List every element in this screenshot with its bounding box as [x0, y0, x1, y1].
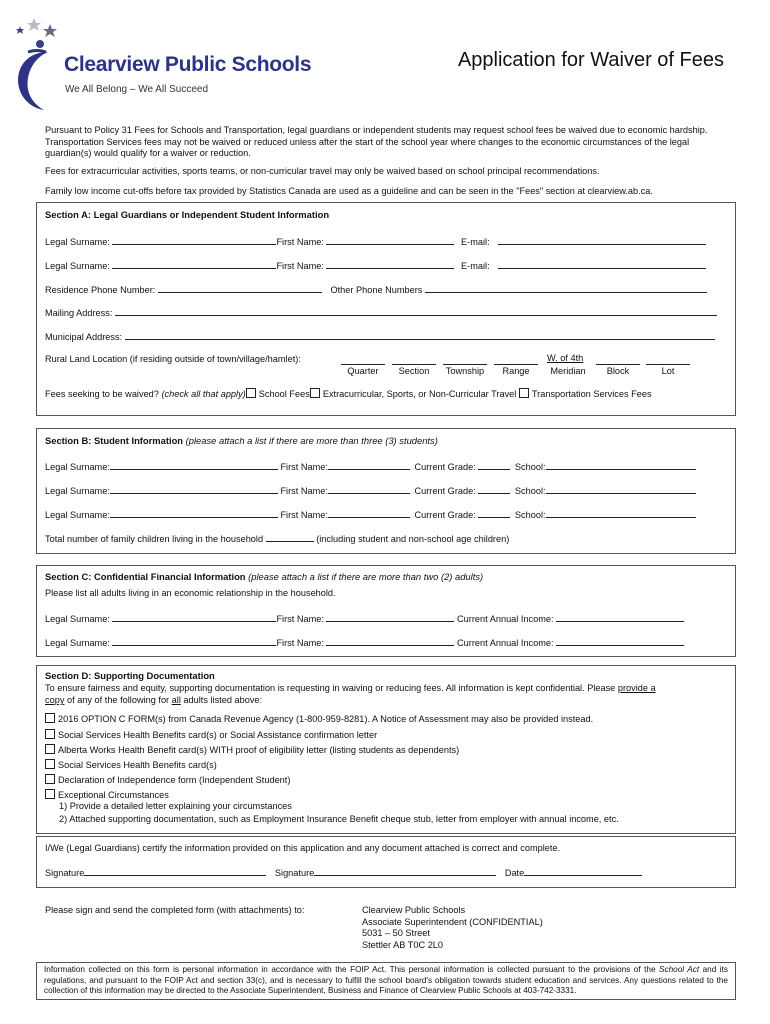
total-children-row	[45, 532, 509, 544]
transportation-label: Transportation Services Fees	[531, 389, 652, 399]
page-title: Application for Waiver of Fees	[457, 49, 724, 71]
adult-surname-field[interactable]	[112, 612, 276, 622]
section-d-underline: all	[171, 695, 181, 705]
total-children-label: Total number of family children living in the household	[45, 534, 264, 544]
adult-first-name-label: First Name:	[276, 638, 324, 648]
range-field[interactable]	[494, 355, 538, 365]
adult-first-name-label: First Name:	[276, 614, 324, 624]
section-d-intro-line2	[45, 695, 262, 707]
student-first-name-field[interactable]	[328, 460, 410, 470]
residence-phone-field[interactable]	[158, 283, 322, 293]
doc-checkbox[interactable]	[45, 729, 55, 739]
total-children-hint: (including student and non-school age children)	[316, 534, 510, 544]
school-field[interactable]	[546, 460, 696, 470]
legal-surname-field[interactable]	[112, 259, 276, 269]
signature-row	[45, 866, 642, 878]
first-name-field[interactable]	[326, 235, 454, 245]
email-label: E-mail:	[461, 237, 490, 247]
school-label: School:	[514, 486, 546, 496]
doc-item	[45, 774, 290, 787]
email-field[interactable]	[498, 259, 706, 269]
doc-checkbox[interactable]	[45, 789, 55, 799]
doc-item	[45, 789, 169, 802]
other-phone-label: Other Phone Numbers	[330, 285, 423, 295]
block-field[interactable]	[596, 355, 640, 365]
guardian-row-1	[45, 235, 706, 247]
doc-item-label: Alberta Works Health Benefit card(s) WITH proof of eligibility letter (listing students as dependents)	[58, 745, 460, 755]
adult-surname-label: Legal Surname:	[45, 614, 110, 624]
section-c-instruction: Please list all adults living in an economic relationship in the household.	[45, 588, 336, 598]
rural-land-label: Rural Land Location (if residing outside of town/village/hamlet):	[45, 354, 301, 364]
first-name-field[interactable]	[326, 259, 454, 269]
address-line: 5031 – 50 Street	[362, 928, 430, 938]
student-surname-field[interactable]	[110, 460, 278, 470]
signature-field[interactable]	[84, 866, 266, 876]
section-d-text: of any of the following for	[64, 695, 172, 705]
mailing-row	[45, 306, 717, 318]
municipal-address-field[interactable]	[125, 330, 715, 340]
meridian-value: W. of 4th	[547, 353, 584, 363]
municipal-address-label: Municipal Address:	[45, 332, 123, 342]
legal-surname-label: Legal Surname:	[45, 237, 110, 247]
doc-checkbox[interactable]	[45, 774, 55, 784]
address-line: Stettler AB T0C 2L0	[362, 939, 444, 950]
foip-text: Information collected on this form is personal information in accordance with the FOIP Act. This personal information is collected pursuant to the provisions of the	[44, 965, 660, 974]
section-field[interactable]	[392, 355, 436, 365]
mailing-address-field[interactable]	[115, 306, 717, 316]
school-fees-label: School Fees	[258, 389, 310, 399]
grade-label: Current Grade:	[414, 510, 476, 520]
extracurricular-checkbox[interactable]	[310, 388, 320, 398]
fees-row	[45, 388, 652, 399]
intro-paragraph-1: Pursuant to Policy 31 Fees for Schools and Transportation, legal guardians or independent students may request school fees be waived due to economic hardship. Transportation Services fees may not be waived or reduced unless after the start of the school year where changes to the economic circumstances of the legal guardian(s) would qualify for a waiver or reduction.	[45, 125, 708, 158]
clearview-logo	[10, 16, 66, 112]
grade-label: Current Grade:	[414, 462, 476, 472]
section-c-heading	[45, 571, 483, 582]
signature-field[interactable]	[314, 866, 496, 876]
extracurricular-label: Extracurricular, Sports, or Non-Curricular Travel	[322, 389, 517, 399]
doc-item-label: Declaration of Independence form (Independent Student)	[58, 775, 291, 785]
township-field[interactable]	[443, 355, 487, 365]
total-children-field[interactable]	[266, 532, 314, 542]
doc-item	[45, 729, 377, 742]
doc-item	[45, 713, 593, 726]
foip-text: and its regulations, and pursuant to the FOIP Act and section 33(c), and is necessary to fulfill the school board's obligation towards student education and services. Any questions related to the collection of this information may be directed to the Associate Superintendent, Business and Finance of Clearview Public Schools at 403-742-3331.	[44, 965, 728, 995]
school-label: School:	[514, 462, 546, 472]
signature-label: Signature	[45, 868, 85, 878]
student-surname-label: Legal Surname:	[45, 510, 110, 520]
section-label: Section	[398, 366, 430, 376]
mailing-address-label: Mailing Address:	[45, 308, 113, 318]
student-first-name-field[interactable]	[328, 508, 410, 518]
certify-text: I/We (Legal Guardians) certify the information provided on this application and any document attached is correct and complete.	[45, 843, 561, 853]
municipal-row	[45, 330, 715, 342]
student-first-name-field[interactable]	[328, 484, 410, 494]
org-tagline: We All Belong – We All Succeed	[65, 84, 209, 95]
section-d-title: Section D: Supporting Documentation	[45, 670, 215, 681]
fees-question: Fees seeking to be waived?	[45, 389, 159, 399]
section-d-underline: provide a	[617, 683, 656, 693]
lot-field[interactable]	[646, 355, 690, 365]
guardian-row-2	[45, 259, 706, 271]
student-row-3	[45, 508, 696, 520]
doc-item-label: Social Services Health Benefits card(s) or Social Assistance confirmation letter	[58, 730, 378, 740]
student-row-1	[45, 460, 696, 472]
send-instruction: Please sign and send the completed form (with attachments) to:	[45, 905, 305, 915]
intro-paragraph-2: Fees for extracurricular activities, sports teams, or non-curricular travel may only be waived based on school principal recommendations.	[45, 166, 600, 176]
doc-checkbox[interactable]	[45, 713, 55, 723]
grade-field[interactable]	[478, 484, 510, 494]
fees-hint: (check all that apply)	[161, 389, 246, 399]
phone-row	[45, 283, 707, 295]
doc-item	[45, 744, 459, 757]
org-name: Clearview Public Schools	[64, 53, 312, 76]
grade-field[interactable]	[478, 508, 510, 518]
residence-phone-label: Residence Phone Number:	[45, 285, 156, 295]
student-surname-label: Legal Surname:	[45, 462, 110, 472]
adult-row-2	[45, 636, 684, 648]
date-label: Date	[504, 868, 525, 878]
email-label: E-mail:	[461, 261, 490, 271]
adult-first-name-field[interactable]	[326, 612, 454, 622]
income-label: Current Annual Income:	[457, 614, 554, 624]
student-first-name-label: First Name:	[280, 462, 328, 472]
other-phone-field[interactable]	[425, 283, 707, 293]
doc-item	[45, 759, 217, 772]
doc-item-label: 2016 OPTION C FORM(s) from Canada Revenue Agency (1-800-959-8281). A Notice of Assessment may also be provided instead.	[58, 714, 594, 724]
block-label: Block	[606, 366, 630, 376]
foip-act: School Act	[659, 965, 700, 974]
income-field[interactable]	[556, 612, 684, 622]
section-c-hint: (please attach a list if there are more than two (2) adults)	[248, 571, 484, 582]
first-name-label: First Name:	[276, 237, 324, 247]
adult-row-1	[45, 612, 684, 624]
exceptional-sub-2: 2) Attached supporting documentation, such as Employment Insurance Benefit cheque stub, letter from employer with annual income, etc.	[59, 814, 619, 824]
address-line: Clearview Public Schools	[362, 905, 466, 915]
township-label: Township	[445, 366, 485, 376]
email-field[interactable]	[498, 235, 706, 245]
foip-notice	[44, 965, 728, 997]
intro-paragraph-3: Family low income cut-offs before tax provided by Statistics Canada are used as a guideline and can be seen in the "Fees" section at clearview.ab.ca.	[45, 186, 653, 196]
section-d-underline: copy	[45, 695, 65, 705]
adult-first-name-field[interactable]	[326, 636, 454, 646]
send-address	[362, 905, 543, 951]
quarter-field[interactable]	[341, 355, 385, 365]
grade-field[interactable]	[478, 460, 510, 470]
first-name-label: First Name:	[276, 261, 324, 271]
school-label: School:	[514, 510, 546, 520]
student-first-name-label: First Name:	[280, 486, 328, 496]
student-first-name-label: First Name:	[280, 510, 328, 520]
doc-checkbox[interactable]	[45, 759, 55, 769]
meridian-label: Meridian	[550, 366, 586, 376]
section-d-text: To ensure fairness and equity, supporting documentation is requesting in waiving or reducing fees. All information is kept confidential. Please	[45, 683, 618, 693]
student-surname-label: Legal Surname:	[45, 486, 110, 496]
quarter-label: Quarter	[347, 366, 379, 376]
transportation-checkbox[interactable]	[519, 388, 529, 398]
doc-item-label: Social Services Health Benefits card(s)	[58, 760, 217, 770]
student-surname-field[interactable]	[110, 484, 278, 494]
range-label: Range	[502, 366, 530, 376]
section-a-title: Section A: Legal Guardians or Independent Student Information	[45, 209, 330, 220]
grade-label: Current Grade:	[414, 486, 476, 496]
signature-label: Signature	[274, 868, 315, 878]
section-b-hint: (please attach a list if there are more than three (3) students)	[185, 435, 438, 446]
adult-surname-field[interactable]	[112, 636, 276, 646]
section-d-text: adults listed above:	[180, 695, 263, 705]
income-field[interactable]	[556, 636, 684, 646]
section-c-title: Section C: Confidential Financial Information	[45, 571, 246, 582]
adult-surname-label: Legal Surname:	[45, 638, 110, 648]
section-b-heading	[45, 435, 438, 446]
lot-label: Lot	[661, 366, 675, 376]
legal-surname-label: Legal Surname:	[45, 261, 110, 271]
student-row-2	[45, 484, 696, 496]
student-surname-field[interactable]	[110, 508, 278, 518]
legal-surname-field[interactable]	[112, 235, 276, 245]
exceptional-sub-1: 1) Provide a detailed letter explaining your circumstances	[59, 801, 292, 811]
school-fees-checkbox[interactable]	[246, 388, 256, 398]
school-field[interactable]	[546, 508, 696, 518]
doc-checkbox[interactable]	[45, 744, 55, 754]
income-label: Current Annual Income:	[457, 638, 554, 648]
rural-land-row	[45, 354, 301, 364]
section-d-intro-line1	[45, 683, 727, 695]
address-line: Associate Superintendent (CONFIDENTIAL)	[362, 916, 543, 927]
section-b-title: Section B: Student Information	[45, 435, 184, 446]
doc-item-label: Exceptional Circumstances	[58, 790, 169, 800]
school-field[interactable]	[546, 484, 696, 494]
date-field[interactable]	[524, 866, 642, 876]
